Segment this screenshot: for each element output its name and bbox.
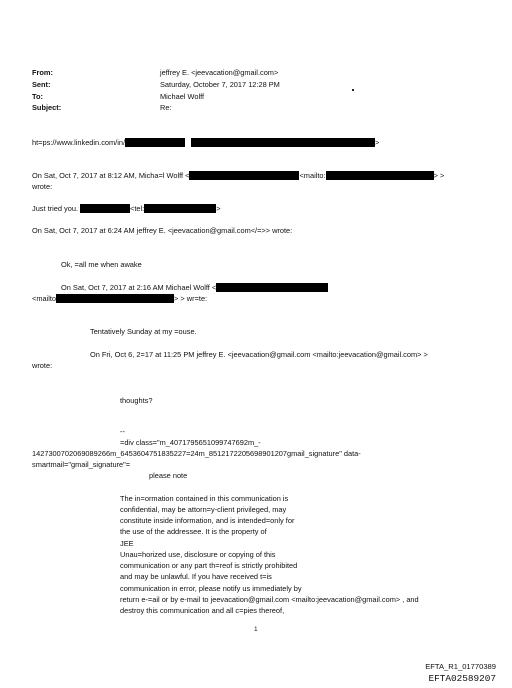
div-line-3: smartmail="gmail_signature"= (32, 460, 131, 469)
just-tried-line (32, 204, 221, 213)
disclaimer-line: and may be unlawful. If you have received t=is (120, 572, 272, 581)
div-line-2: 1427300702069089266m_6453604751835227=24m_8512172205698901207gmail_signature" data- (32, 449, 361, 458)
quoted-header-1 (32, 171, 444, 180)
from-value: jeffrey E. <jeevacation@gmail.com> (160, 68, 279, 77)
quoted-header-2: On Sat, Oct 7, 2017 at 6:24 AM jeffrey E. <jeevacation@gmail.com</=>> wrote: (32, 226, 293, 235)
to-value: Michael Wolff (160, 92, 205, 101)
quote1-prefix: On Sat, Oct 7, 2017 at 8:12 AM, Micha=l Wolff < (32, 171, 190, 180)
disclaimer-line: confidential, may be attorn=y-client privileged, may (120, 505, 287, 514)
tel-open: <tel: (130, 204, 145, 213)
redaction-box (326, 171, 434, 180)
tentative-line: Tentatively Sunday at my =ouse. (90, 327, 197, 336)
disclaimer-line: Unau=horized use, disclosure or copying of this (120, 550, 276, 559)
disclaimer-line: JEE (120, 539, 134, 548)
quoted-header-3-cont (32, 294, 207, 303)
sent-label: Sent: (32, 80, 51, 89)
bates-ref-2: EFTA02589207 (428, 673, 496, 684)
quote3-prefix: On Sat, Oct 7, 2017 at 2:16 AM Michael Wolff < (61, 283, 217, 292)
quoted-header-3 (61, 283, 328, 292)
disclaimer-line: communication in error, please notify us immediately by (120, 584, 302, 593)
disclaimer-line: communication or any part th=reof is strictly prohibited (120, 561, 298, 570)
quoted-header-4: On Fri, Oct 6, 2=17 at 11:25 PM jeffrey E. <jeevacation@gmail.com <mailto:jeevacation@gmail.com> > (90, 350, 428, 359)
disclaimer-line: The in=ormation contained in this communication is (120, 494, 289, 503)
mailto-open: <mailto (32, 294, 57, 303)
wrote-1: wrote: (32, 182, 53, 191)
stray-dot (352, 89, 354, 91)
page-number: 1 (254, 626, 258, 633)
wrote-2: wrote: (32, 361, 53, 370)
redaction-box (216, 283, 328, 292)
dashes: -- (120, 427, 125, 436)
sent-value: Saturday, October 7, 2017 12:28 PM (160, 80, 280, 89)
linkedin-line (32, 138, 379, 147)
quote1-mid: <mailto: (299, 171, 326, 180)
quote1-end: > > (433, 171, 445, 180)
subject-label: Subject: (32, 103, 62, 112)
disclaimer-line: destroy this communication and all c=pies thereof, (120, 606, 285, 615)
redaction-box (80, 204, 130, 213)
redaction-box (125, 138, 185, 147)
linkedin-prefix: ht=ps://www.linkedin.com/in/ (32, 138, 126, 147)
div-line-1: =div class="m_4071795651099747692m_- (120, 438, 261, 447)
tel-close: > (216, 204, 221, 213)
thoughts-line: thoughts? (120, 396, 153, 405)
redaction-box (189, 171, 299, 180)
ok-line: Ok, =all me when awake (61, 260, 142, 269)
subject-value: Re: (160, 103, 172, 112)
from-label: From: (32, 68, 53, 77)
disclaimer-line: the use of the addressee. It is the property of (120, 527, 267, 536)
redaction-box (191, 138, 375, 147)
just-tried-text: Just tried you. (32, 204, 79, 213)
redaction-box (144, 204, 216, 213)
quote3-end: > > wr=te: (174, 294, 208, 303)
disclaimer-line: return e-=ail or by e-mail to jeevacation@gmail.com <mailto:jeevacation@gmail.com> , and (120, 595, 419, 604)
bates-ref-1: EFTA_R1_01770389 (425, 662, 496, 671)
linkedin-end: > (375, 138, 380, 147)
disclaimer-line: constitute inside information, and is intended=only for (120, 516, 295, 525)
redaction-box (56, 294, 174, 303)
please-note: please note (149, 471, 188, 480)
to-label: To: (32, 92, 43, 101)
